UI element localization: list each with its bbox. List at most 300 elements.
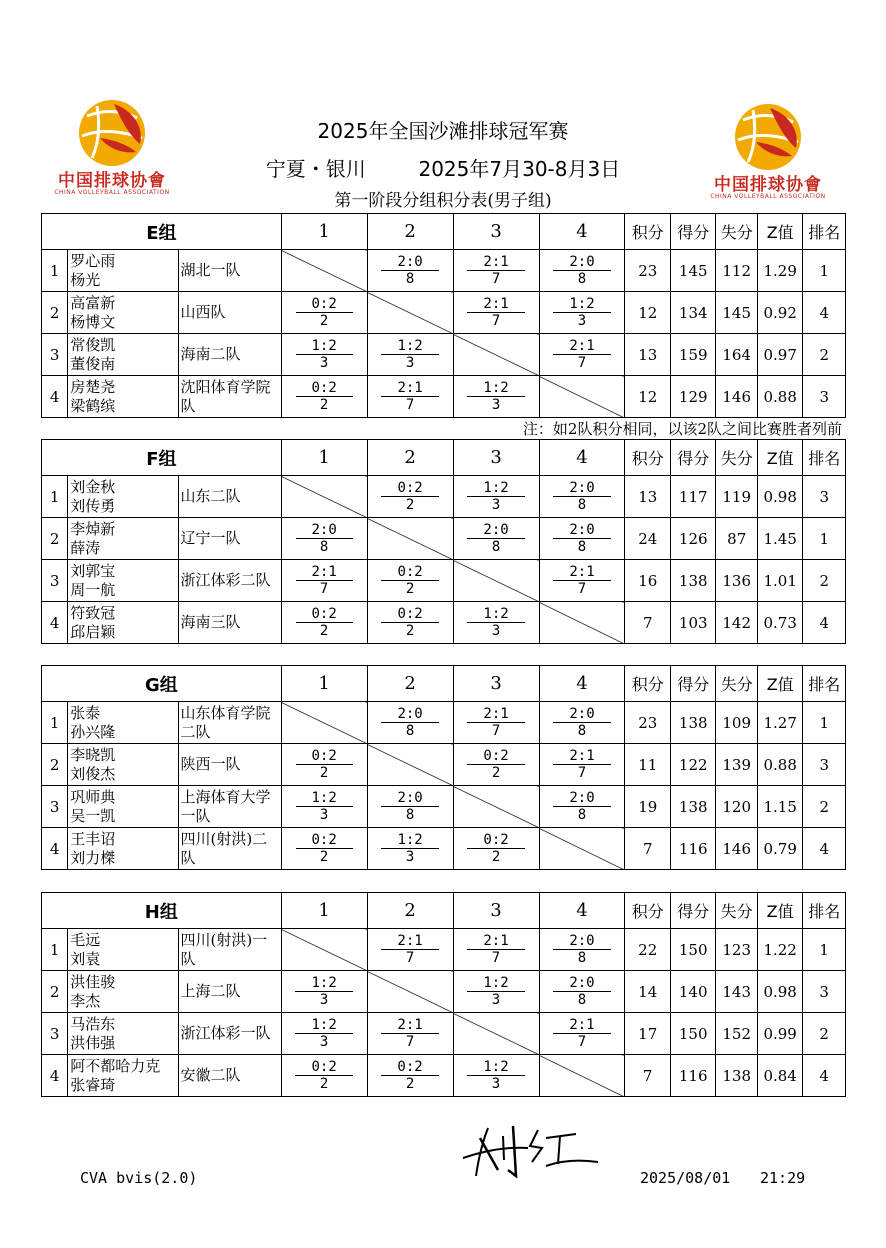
footer-date: 2025/08/01 <box>640 1169 731 1187</box>
lost-value: 87 <box>716 518 757 560</box>
rank-value: 1 <box>803 518 846 560</box>
table-row <box>42 476 846 518</box>
player-1: 李焯新 <box>70 519 116 538</box>
z-value: 1.27 <box>757 702 803 744</box>
z-value: 0.88 <box>757 744 803 786</box>
match-result <box>381 338 438 371</box>
table-row <box>42 602 846 644</box>
column-header-z: Z值 <box>757 893 803 929</box>
self-match-cell <box>539 602 625 644</box>
match-result-cell <box>281 786 367 828</box>
tie-break-note: 注：如2队积分相同，以该2队之间比赛胜者列前 <box>522 420 842 438</box>
match-points: 7 <box>577 765 587 781</box>
team-number: 4 <box>42 602 68 644</box>
match-result-cell <box>539 1013 625 1055</box>
match-result-cell <box>367 560 453 602</box>
scored-value: 129 <box>670 376 716 418</box>
player-1: 房楚尧 <box>70 377 116 396</box>
player-2: 刘力榤 <box>70 848 116 867</box>
event-dates: 2025年7月30-8月3日 <box>418 157 621 181</box>
match-result-cell <box>367 786 453 828</box>
match-points: 8 <box>577 992 587 1008</box>
team-name: 辽宁一队 <box>178 518 281 560</box>
team-name: 海南二队 <box>178 334 281 376</box>
match-points: 3 <box>491 497 501 513</box>
lost-value: 143 <box>716 971 757 1013</box>
match-result <box>381 832 438 865</box>
set-score: 1:2 <box>296 790 353 807</box>
player-names <box>68 702 178 744</box>
player-names <box>68 786 178 828</box>
points-value: 7 <box>625 602 671 644</box>
group-table-e <box>41 213 846 418</box>
set-score: 2:0 <box>296 522 353 539</box>
z-value: 0.92 <box>757 292 803 334</box>
group-name: G组 <box>42 666 282 702</box>
match-result-cell <box>539 476 625 518</box>
column-header-c3: 3 <box>453 893 539 929</box>
z-value: 0.98 <box>757 971 803 1013</box>
match-result <box>295 975 352 1008</box>
set-score: 1:2 <box>467 606 524 623</box>
column-header-c1: 1 <box>281 440 367 476</box>
column-header-z: Z值 <box>757 440 803 476</box>
group-name: H组 <box>42 893 282 929</box>
player-names <box>68 929 178 971</box>
match-result <box>467 832 524 865</box>
rank-value: 2 <box>803 1013 846 1055</box>
scored-value: 134 <box>670 292 716 334</box>
player-1: 毛远 <box>70 930 101 949</box>
match-result <box>381 564 438 597</box>
scored-value: 126 <box>670 518 716 560</box>
column-header-rank: 排名 <box>803 440 846 476</box>
set-score: 0:2 <box>381 606 438 623</box>
match-result <box>553 254 610 287</box>
player-names <box>68 292 178 334</box>
match-points: 7 <box>491 723 501 739</box>
match-points: 3 <box>405 355 415 371</box>
lost-value: 109 <box>716 702 757 744</box>
column-header-c4: 4 <box>539 666 625 702</box>
match-points: 7 <box>577 581 587 597</box>
column-header-points: 积分 <box>625 440 671 476</box>
footer-version: CVA bvis(2.0) <box>80 1169 198 1187</box>
match-points: 2 <box>405 581 415 597</box>
set-score: 0:2 <box>296 832 353 849</box>
player-1: 洪佳骏 <box>70 972 116 991</box>
match-points: 8 <box>577 723 587 739</box>
team-name: 山东体育学院二队 <box>178 702 281 744</box>
column-header-c3: 3 <box>453 666 539 702</box>
logo-subtext: CHINA VOLLEYBALL ASSOCIATION <box>54 189 170 196</box>
match-result-cell <box>539 334 625 376</box>
team-number: 3 <box>42 786 68 828</box>
match-points: 3 <box>491 623 501 639</box>
player-names <box>68 971 178 1013</box>
table-row <box>42 292 846 334</box>
column-header-scored: 得分 <box>670 214 716 250</box>
lost-value: 145 <box>716 292 757 334</box>
z-value: 1.29 <box>757 250 803 292</box>
self-match-cell <box>281 476 367 518</box>
footer-time: 21:29 <box>760 1169 806 1187</box>
match-result-cell <box>281 560 367 602</box>
group-name: F组 <box>42 440 282 476</box>
set-score: 0:2 <box>296 606 353 623</box>
match-points: 3 <box>319 807 329 823</box>
lost-value: 139 <box>716 744 757 786</box>
match-result <box>381 480 438 513</box>
column-header-c1: 1 <box>281 893 367 929</box>
self-match-cell <box>453 334 539 376</box>
lost-value: 136 <box>716 560 757 602</box>
match-result-cell <box>367 250 453 292</box>
match-points: 7 <box>491 950 501 966</box>
match-result <box>296 790 353 823</box>
match-result <box>296 748 353 781</box>
set-score: 0:2 <box>381 480 438 497</box>
match-points: 3 <box>577 313 587 329</box>
match-result-cell <box>453 292 539 334</box>
match-points: 2 <box>319 397 329 413</box>
match-result <box>381 1059 438 1092</box>
table-row <box>42 376 846 418</box>
self-match-cell <box>367 292 453 334</box>
player-names <box>68 518 178 560</box>
match-result-cell <box>453 929 539 971</box>
column-header-lost: 失分 <box>716 440 757 476</box>
match-result-cell <box>539 744 625 786</box>
column-header-rank: 排名 <box>803 893 846 929</box>
match-result-cell <box>453 702 539 744</box>
match-result <box>296 832 353 865</box>
match-points: 8 <box>577 539 587 555</box>
match-result <box>296 522 353 555</box>
match-result-cell <box>281 828 367 870</box>
self-match-cell <box>539 1055 625 1097</box>
team-name: 山西队 <box>178 292 281 334</box>
set-score: 2:1 <box>467 254 524 271</box>
set-score: 1:2 <box>381 338 438 355</box>
player-1: 王丰诏 <box>70 829 116 848</box>
group-name: E组 <box>42 214 282 250</box>
team-number: 2 <box>42 744 68 786</box>
scored-value: 138 <box>670 786 716 828</box>
match-points: 8 <box>405 271 415 287</box>
set-score: 2:1 <box>381 380 438 397</box>
z-value: 0.98 <box>757 476 803 518</box>
signature <box>458 1118 608 1187</box>
match-result <box>553 1017 610 1050</box>
match-result <box>553 522 610 555</box>
team-number: 4 <box>42 828 68 870</box>
team-number: 3 <box>42 334 68 376</box>
match-result-cell <box>539 702 625 744</box>
set-score: 2:0 <box>553 975 610 992</box>
rank-value: 4 <box>803 602 846 644</box>
lost-value: 164 <box>716 334 757 376</box>
match-result-cell <box>539 971 625 1013</box>
match-result <box>467 254 524 287</box>
set-score: 2:0 <box>381 254 438 271</box>
match-result <box>381 706 438 739</box>
z-value: 1.22 <box>757 929 803 971</box>
logo-text: 中国排球协會 <box>714 175 822 195</box>
match-result <box>381 933 438 966</box>
rank-value: 2 <box>803 560 846 602</box>
team-name: 上海体育大学一队 <box>178 786 281 828</box>
match-result <box>295 1059 352 1092</box>
column-header-scored: 得分 <box>670 893 716 929</box>
lost-value: 146 <box>716 828 757 870</box>
z-value: 1.45 <box>757 518 803 560</box>
match-result-cell <box>281 376 367 418</box>
match-result-cell <box>281 744 367 786</box>
lost-value: 138 <box>716 1055 757 1097</box>
match-points: 3 <box>319 1034 329 1050</box>
z-value: 0.84 <box>757 1055 803 1097</box>
points-value: 14 <box>625 971 671 1013</box>
set-score: 2:1 <box>553 748 610 765</box>
column-header-lost: 失分 <box>716 893 757 929</box>
set-score: 0:2 <box>467 832 524 849</box>
team-number: 2 <box>42 518 68 560</box>
group-header-row <box>42 214 846 250</box>
logo-text: 中国排球协會 <box>58 171 166 191</box>
player-names <box>68 560 178 602</box>
points-value: 12 <box>625 292 671 334</box>
scored-value: 140 <box>670 971 716 1013</box>
set-score: 2:0 <box>553 480 610 497</box>
match-result <box>381 606 438 639</box>
match-result <box>296 338 353 371</box>
rank-value: 4 <box>803 828 846 870</box>
match-points: 2 <box>319 313 329 329</box>
match-points: 8 <box>319 539 329 555</box>
player-1: 刘金秋 <box>70 477 116 496</box>
match-points: 8 <box>491 539 501 555</box>
match-result-cell <box>367 602 453 644</box>
match-result-cell <box>453 1055 539 1097</box>
match-points: 7 <box>491 313 501 329</box>
points-value: 11 <box>625 744 671 786</box>
group-header-row <box>42 440 846 476</box>
team-name: 沈阳体育学院队 <box>178 376 281 418</box>
column-header-c3: 3 <box>453 440 539 476</box>
match-result-cell <box>281 1055 367 1097</box>
player-2: 邱启颖 <box>70 622 116 641</box>
match-result <box>467 480 524 513</box>
self-match-cell <box>281 250 367 292</box>
location: 宁夏・银川 <box>265 157 366 181</box>
set-score: 2:1 <box>296 564 353 581</box>
table-row <box>42 744 846 786</box>
rank-value: 2 <box>803 786 846 828</box>
table-row <box>42 1013 846 1055</box>
match-result-cell <box>539 560 625 602</box>
column-header-c2: 2 <box>367 666 453 702</box>
match-points: 8 <box>577 271 587 287</box>
player-2: 周一航 <box>70 580 116 599</box>
match-points: 2 <box>319 1076 329 1092</box>
team-number: 2 <box>42 292 68 334</box>
match-result-cell <box>539 786 625 828</box>
match-result <box>467 606 524 639</box>
set-score: 2:0 <box>553 790 610 807</box>
team-number: 4 <box>42 376 68 418</box>
rank-value: 4 <box>803 1055 846 1097</box>
set-score: 1:2 <box>467 1059 524 1076</box>
match-result <box>553 480 610 513</box>
match-result-cell <box>453 602 539 644</box>
column-header-lost: 失分 <box>716 214 757 250</box>
lost-value: 112 <box>716 250 757 292</box>
self-match-cell <box>367 518 453 560</box>
player-1: 张泰 <box>70 703 101 722</box>
self-match-cell <box>281 702 367 744</box>
player-2: 洪伟强 <box>70 1033 116 1052</box>
column-header-c4: 4 <box>539 214 625 250</box>
lost-value: 119 <box>716 476 757 518</box>
column-header-points: 积分 <box>625 893 671 929</box>
match-result-cell <box>281 518 367 560</box>
player-2: 孙兴隆 <box>70 722 116 741</box>
table-row <box>42 334 846 376</box>
self-match-cell <box>453 560 539 602</box>
group-table-g <box>41 665 846 870</box>
match-result <box>553 706 610 739</box>
player-names <box>68 828 178 870</box>
z-value: 0.99 <box>757 1013 803 1055</box>
scored-value: 116 <box>670 828 716 870</box>
match-result-cell <box>281 602 367 644</box>
rank-value: 3 <box>803 744 846 786</box>
team-name: 浙江体彩二队 <box>178 560 281 602</box>
player-2: 杨光 <box>70 270 101 289</box>
set-score: 0:2 <box>381 564 438 581</box>
points-value: 22 <box>625 929 671 971</box>
column-header-c3: 3 <box>453 214 539 250</box>
match-result <box>467 975 524 1008</box>
set-score: 0:2 <box>467 748 524 765</box>
set-score: 2:1 <box>467 706 524 723</box>
match-result-cell <box>453 828 539 870</box>
self-match-cell <box>539 828 625 870</box>
table-row <box>42 250 846 292</box>
set-score: 1:2 <box>381 832 438 849</box>
match-points: 7 <box>491 271 501 287</box>
scored-value: 116 <box>670 1055 716 1097</box>
player-2: 刘俊杰 <box>70 764 116 783</box>
match-result-cell <box>539 292 625 334</box>
lost-value: 146 <box>716 376 757 418</box>
column-header-c4: 4 <box>539 440 625 476</box>
match-result-cell <box>539 250 625 292</box>
match-result <box>295 1017 352 1050</box>
match-result <box>553 975 610 1008</box>
set-score: 2:0 <box>553 706 610 723</box>
match-points: 7 <box>405 950 415 966</box>
scored-value: 138 <box>670 560 716 602</box>
z-value: 0.88 <box>757 376 803 418</box>
match-result-cell <box>281 334 367 376</box>
points-value: 7 <box>625 1055 671 1097</box>
match-result <box>467 1059 524 1092</box>
team-name: 山东二队 <box>178 476 281 518</box>
team-number: 1 <box>42 250 68 292</box>
match-result <box>467 296 524 329</box>
match-result-cell <box>453 971 539 1013</box>
player-names <box>68 1013 178 1055</box>
set-score: 0:2 <box>295 1059 352 1076</box>
team-number: 3 <box>42 1013 68 1055</box>
player-2: 杨博文 <box>70 312 116 331</box>
team-name: 上海二队 <box>178 971 281 1013</box>
match-result <box>381 1017 438 1050</box>
match-points: 7 <box>577 355 587 371</box>
team-name: 陕西一队 <box>178 744 281 786</box>
player-names <box>68 376 178 418</box>
points-value: 24 <box>625 518 671 560</box>
match-result-cell <box>367 334 453 376</box>
match-result-cell <box>453 250 539 292</box>
player-2: 李杰 <box>70 991 101 1010</box>
points-value: 16 <box>625 560 671 602</box>
match-result <box>553 933 610 966</box>
player-2: 吴一凯 <box>70 806 116 825</box>
match-points: 3 <box>491 992 501 1008</box>
team-name: 安徽二队 <box>178 1055 281 1097</box>
self-match-cell <box>367 971 453 1013</box>
player-1: 马浩东 <box>70 1014 116 1033</box>
table-row <box>42 786 846 828</box>
match-points: 8 <box>577 807 587 823</box>
match-result-cell <box>367 828 453 870</box>
match-points: 2 <box>405 497 415 513</box>
scored-value: 150 <box>670 929 716 971</box>
match-result-cell <box>367 476 453 518</box>
scored-value: 122 <box>670 744 716 786</box>
player-2: 梁鹤缤 <box>70 396 116 415</box>
points-value: 13 <box>625 476 671 518</box>
location-date-line <box>0 153 886 182</box>
z-value: 1.15 <box>757 786 803 828</box>
player-1: 巩师典 <box>70 787 116 806</box>
table-row <box>42 1055 846 1097</box>
match-result-cell <box>367 1055 453 1097</box>
column-header-c2: 2 <box>367 440 453 476</box>
match-result <box>467 933 524 966</box>
set-score: 2:0 <box>467 522 524 539</box>
match-result <box>553 338 610 371</box>
self-match-cell <box>539 376 625 418</box>
match-result <box>467 706 524 739</box>
match-result <box>467 380 524 413</box>
match-result-cell <box>539 929 625 971</box>
rank-value: 1 <box>803 702 846 744</box>
self-match-cell <box>453 786 539 828</box>
column-header-c1: 1 <box>281 666 367 702</box>
player-2: 薛涛 <box>70 538 101 557</box>
match-result <box>467 522 524 555</box>
set-score: 2:1 <box>381 1017 438 1034</box>
lost-value: 152 <box>716 1013 757 1055</box>
column-header-points: 积分 <box>625 214 671 250</box>
scored-value: 159 <box>670 334 716 376</box>
set-score: 2:0 <box>553 254 610 271</box>
table-row <box>42 828 846 870</box>
